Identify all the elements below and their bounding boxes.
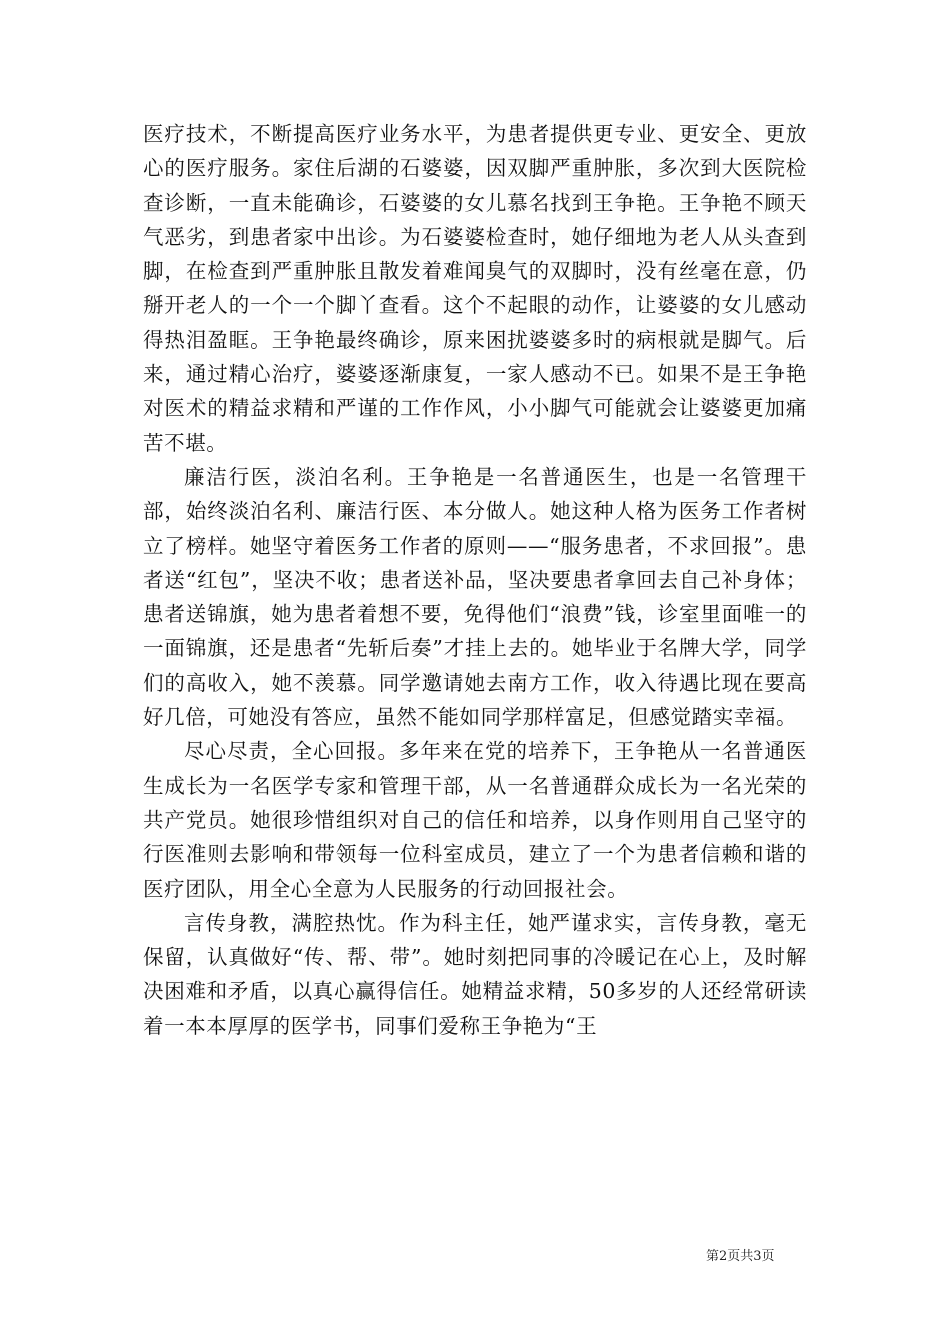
paragraph-dedication: 尽心尽责，全心回报。多年来在党的培养下，王争艳从一名普通医生成长为一名医学专家和管理干部，从一名普通群众成长为一名光荣的共产党员。她很珍惜组织对自己的信任和培养，以身作则用自己坚守的行医准则去影响和带领每一位科室成员，建立了一个为患者信赖和谐的医疗团队，用全心全意为人民服务的行动回报社会。 — [143, 739, 807, 901]
document-body — [143, 117, 807, 1043]
paragraph-continuation: 医疗技术，不断提高医疗业务水平，为患者提供更专业、更安全、更放心的医疗服务。家住后湖的石婆婆，因双脚严重肿胀，多次到大医院检查诊断，一直未能确诊，石婆婆的女儿慕名找到王争艳。王争艳不顾天气恶劣，到患者家中出诊。为石婆婆检查时，她仔细地为老人从头查到脚，在检查到严重肿胀且散发着难闻臭气的双脚时，没有丝毫在意，仍掰开老人的一个一个脚丫查看。这个不起眼的动作，让婆婆的女儿感动得热泪盈眶。王争艳最终确诊，原来困扰婆婆多时的病根就是脚气。后来，通过精心治疗，婆婆逐渐康复，一家人感动不已。如果不是王争艳对医术的精益求精和严谨的工作作风，小小脚气可能就会让婆婆更加痛苦不堪。 — [143, 122, 807, 455]
paragraph-integrity: 廉洁行医，淡泊名利。王争艳是一名普通医生，也是一名管理干部，始终淡泊名利、廉洁行医、本分做人。她这种人格为医务工作者树立了榜样。她坚守着医务工作者的原则——“服务患者，不求回报”。患者送“红包”，坚决不收；患者送补品，坚决要患者拿回去自己补身体；患者送锦旗，她为患者着想不要，免得他们“浪费”钱，诊室里面唯一的一面锦旗，还是患者“先斩后奏”才挂上去的。她毕业于名牌大学，同学们的高收入，她不羡慕。同学邀请她去南方工作，收入待遇比现在要高好几倍，可她没有答应，虽然不能如同学那样富足，但感觉踏实幸福。 — [143, 464, 807, 730]
page-number-footer: 第2页共3页 — [706, 1249, 775, 1264]
paragraph-mentoring: 言传身教，满腔热忱。作为科主任，她严谨求实，言传身教，毫无保留，认真做好“传、帮、带”。她时刻把同事的冷暖记在心上，及时解决困难和矛盾，以真心赢得信任。她精益求精，50多岁的人还经常研读着一本本厚厚的医学书，同事们爱称王争艳为“王 — [143, 910, 807, 1038]
